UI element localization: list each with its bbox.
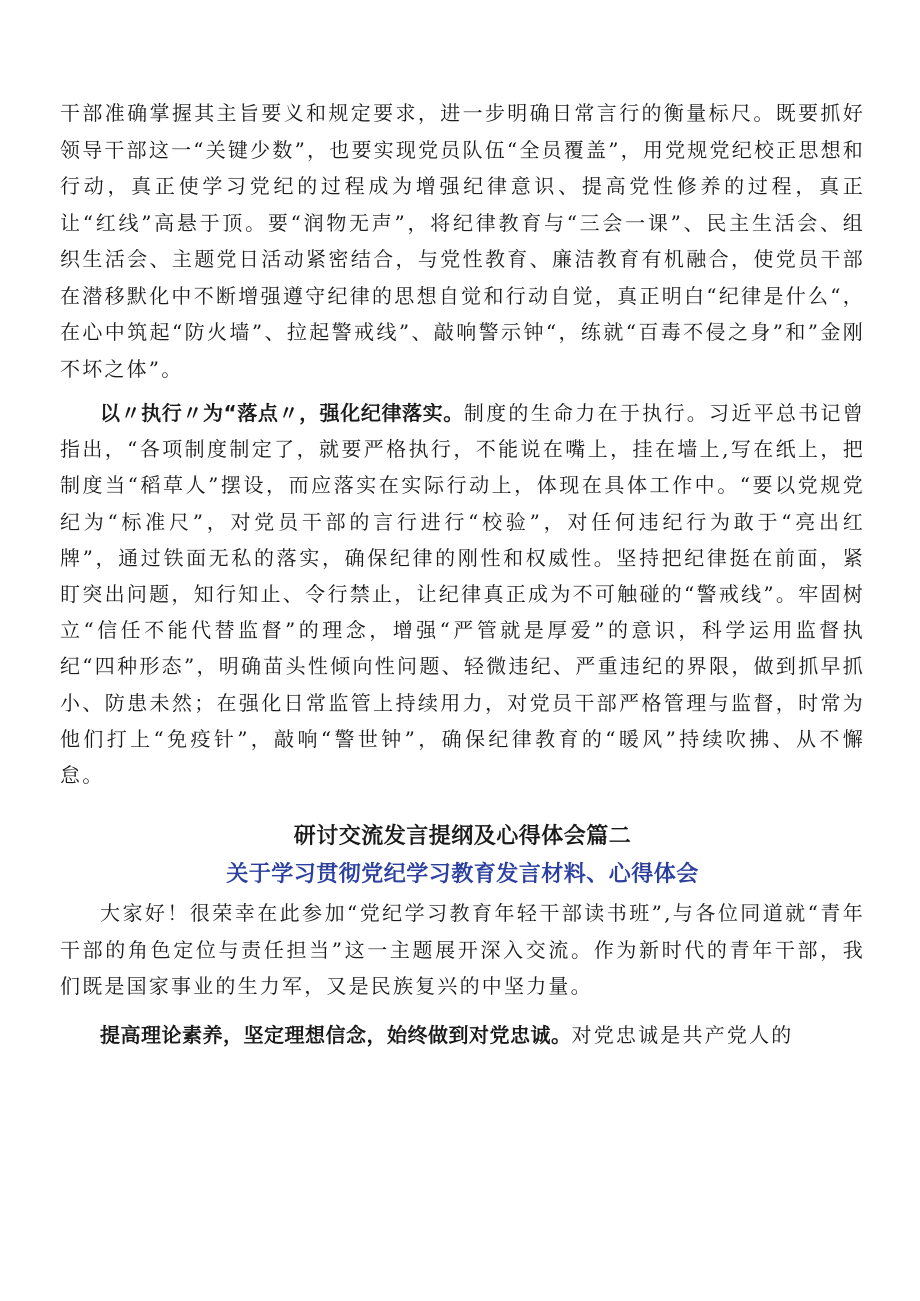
paragraph-1: 干部准确掌握其主旨要义和规定要求，进一步明确日常言行的衡量标尺。既要抓好领导干部这一“关键少数”，也要实现党员队伍“全员覆盖”，用党规党纪校正思想和行动，真正使学习党纪的过程成为增强纪律意识、提高党性修养的过程，真正让“红线”高悬于顶。要“润物无声”，将纪律教育与“三会一课”、民主生活会、组织生活会、主题党日活动紧密结合，与党性教育、廉洁教育有机融合，使党员干部在潜移默化中不断增强遵守纪律的思想自觉和行动自觉，真正明白“纪律是什么“，在心中筑起“防火墙”、拉起警戒线”、敲响警示钟“，练就“百毒不侵之身”和”金刚不坏之体”。 (60, 101, 865, 381)
document-page (60, 95, 865, 1053)
paragraph-3: 大家好！很荣幸在此参加“党纪学习教育年轻干部读书班”,与各位同道就“青年干部的角色定位与责任担当”这一主题展开深入交流。作为新时代的青年干部，我们既是国家事业的生力军，又是民族复兴的中坚力量。 (60, 901, 865, 999)
paragraph-4-lead: 提高理论素养，坚定理想信念，始终做到对党忠诚。 (100, 1022, 572, 1047)
paragraph-2-body: 制度的生命力在于执行。习近平总书记曾指出，“各项制度制定了，就要严格执行，不能说在嘴上，挂在墙上,写在纸上，把制度当“稻草人”摆设，而应落实在实际行动上，体现在具体工作中。“要以党规党纪为“标准尺”，对党员干部的言行进行“校验”，对任何违纪行为敢于“亮出红牌”，通过铁面无私的落实，确保纪律的刚性和权威性。坚持把纪律挺在前面，紧盯突出问题，知行知止、令行禁止，让纪律真正成为不可触碰的“警戒线”。牢固树立“信任不能代替监督”的理念，增强“严管就是厚爱”的意识，科学运用监督执纪“四种形态”，明确苗头性倾向性问题、轻微违纪、严重违纪的界限，做到抓早抓小、防患未然；在强化日常监管上持续用力，对党员干部严格管理与监督，时常为他们打上“免疫针”，敲响“警世钟”，确保纪律教育的“暖风”持续吹拂、从不懈怠。 (60, 401, 865, 788)
paragraph-2-lead: 以〃执行〃为“落点〃，强化纪律落实。 (100, 401, 464, 425)
paragraph-2 (60, 395, 865, 793)
paragraph-4-body: 对党忠诚是共产党人的 (571, 1022, 794, 1047)
paragraph-4 (60, 1017, 865, 1053)
section-heading: 研讨交流发言提纲及心得体会篇二 (293, 824, 632, 850)
section-subheading: 关于学习贯彻党纪学习教育发言材料、心得体会 (226, 862, 699, 888)
